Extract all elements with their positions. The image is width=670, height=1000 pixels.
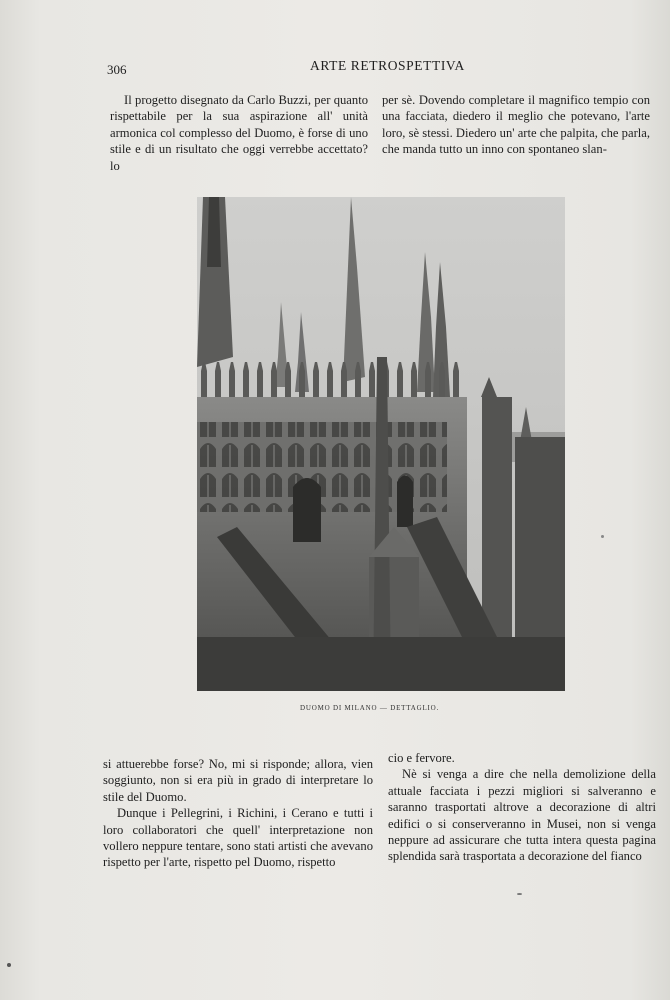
text-column-bottom-right	[388, 750, 656, 865]
paper-speck	[601, 535, 604, 538]
paragraph: Dunque i Pellegrini, i Richini, i Cerano e tutti i loro collaboratori che quell' interpretazione non vollero neppure tentare, sono stati artisti che avevano rispetto per l'arte, rispetto pel Duomo, rispetto	[103, 806, 373, 870]
paper-speck	[7, 963, 11, 967]
paper-speck	[517, 893, 522, 895]
paragraph: si attuerebbe forse? No, mi si risponde; allora, vien soggiunto, non si era più in grado di interpretare lo stile del Duomo.	[103, 757, 373, 804]
text-column-top-right	[382, 92, 650, 158]
page-number: 306	[107, 62, 127, 77]
paragraph: Nè si venga a dire che nella demolizione della attuale facciata i pezzi migliori si salveranno e saranno trasportati altrove a decorazione di altri edifici o si conserveranno in Musei, non si venga neppure ad assicurare che tutta intera questa pagina splendida sarà trasportata a decorazione del fianco	[388, 767, 656, 864]
running-title: ARTE RETROSPETTIVA	[310, 58, 465, 73]
text-column-top-left	[110, 92, 368, 174]
text-column-bottom-left	[103, 756, 373, 871]
cathedral-photograph	[197, 197, 565, 691]
paragraph: cio e fervore.	[388, 751, 455, 765]
page-header	[0, 58, 670, 82]
figure-caption: DUOMO DI MILANO — DETTAGLIO.	[300, 704, 440, 712]
paragraph: per sè. Dovendo completare il magnifico tempio con una facciata, diedero il meglio che potevano, l'arte loro, sè stessi. Diedero un' arte che palpita, che parla, che manda tutto un inno con spontaneo slan-	[382, 93, 650, 157]
paragraph: Il progetto disegnato da Carlo Buzzi, per quanto rispettabile per la sua aspirazione all' unità armonica col complesso del Duomo, è forse di uno stile e di un risultato che oggi verrebbe accettato? lo	[110, 93, 368, 173]
